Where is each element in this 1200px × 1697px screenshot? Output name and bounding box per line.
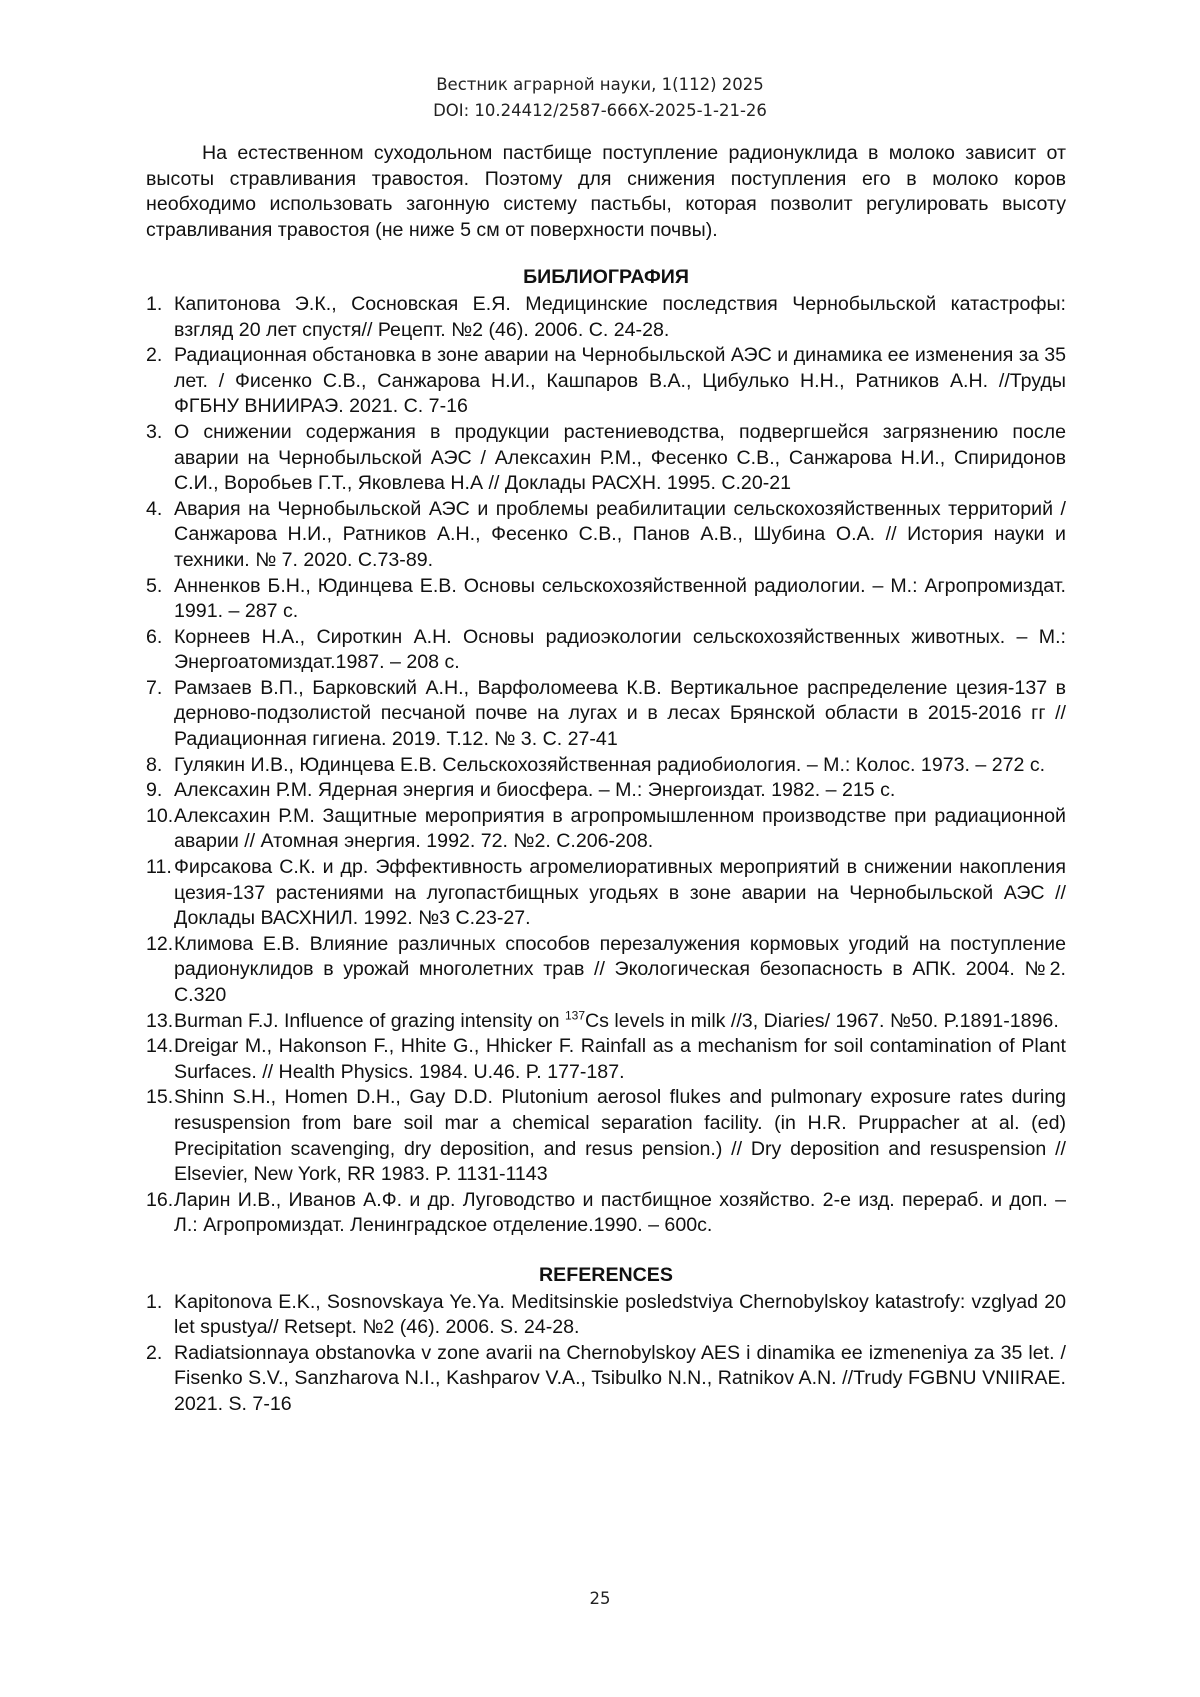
bibliography-item (146, 778, 1066, 804)
bibliography-item (146, 1009, 1066, 1035)
item-text: Dreigar M., Hakonson F., Hhite G., Hhicker F. Rainfall as a mechanism for soil contamination of Plant Surfaces. // Health Physics. 1984. U.46. P. 177-187. (174, 1035, 1066, 1083)
references-list (146, 1290, 1066, 1418)
item-text: Алексахин Р.М. Защитные мероприятия в агропромышленном производстве при радиационной аварии // Атомная энергия. 1992. 72. №2. С.206-208. (174, 804, 1066, 853)
bibliography-item (146, 574, 1066, 625)
item-number: 13. (146, 1009, 174, 1032)
page-number: 25 (589, 1589, 611, 1608)
item-text: Капитонова Э.К., Сосновская Е.Я. Медицинские последствия Чернобыльской катастрофы: взгляд 20 лет спустя// Рецепт. №2 (46). 2006. С. 24-28. (174, 292, 1066, 341)
journal-title: Вестник аграрной науки, 1(112) 2025 (436, 75, 764, 94)
item-number: 14. (146, 1035, 174, 1058)
item-number: 1. (146, 1290, 163, 1313)
item-text: Радиационная обстановка в зоне аварии на Чернобыльской АЭС и динамика ее изменения за 35 лет. / Фисенко С.В., Санжарова Н.И., Кашпаров В.А., Цибулько Н.Н., Ратников А.Н. //Труды ФГБНУ ВНИИРАЭ. 2021. С. 7-16 (174, 344, 1066, 418)
item-text: Фирсакова С.К. и др. Эффективность агромелиоративных мероприятий в снижении накопления цезия-137 растениями на лугопастбищных угодьях в зоне аварии на Чернобыльской АЭС // Доклады ВАСХНИЛ. 1992. №3 С.23-27. (174, 856, 1066, 930)
item-number: 8. (146, 753, 163, 776)
item-text: Авария на Чернобыльской АЭС и проблемы реабилитации сельскохозяйственных территорий /Санжарова Н.И., Ратников А.Н., Фесенко С.В., Панов А.В., Шубина О.А. // История науки и техники. № 7. 2020. С.73-89. (174, 497, 1066, 571)
bibliography-item (146, 292, 1066, 343)
item-text: Корнеев Н.А., Сироткин А.Н. Основы радиоэкологии сельскохозяйственных животных. – М.: Энергоатомиздат.1987. – 208 с. (174, 625, 1066, 674)
reference-item (146, 1341, 1066, 1418)
bibliography-heading: БИБЛИОГРАФИЯ (523, 266, 689, 289)
bibliography-item (146, 497, 1066, 574)
doi-line: DOI: 10.24412/2587-666X-2025-1-21-26 (433, 101, 767, 120)
references-heading: REFERENCES (539, 1263, 673, 1286)
running-header (0, 72, 1200, 124)
bibliography-list (146, 292, 1066, 1239)
bibliography-item (146, 1034, 1066, 1085)
item-number: 6. (146, 625, 163, 648)
item-number: 10. (146, 804, 174, 827)
item-number: 9. (146, 779, 163, 802)
intro-paragraph: На естественном суходольном пастбище поступление радионуклида в молоко зависит от высоты стравливания травостоя. Поэтому для снижения поступления его в молоко коров необходимо использовать загонную систему пастьбы, которая позволит регулировать высоту стравливания травостоя (не ниже 5 см от поверхности почвы). (146, 142, 1066, 241)
bibliography-item (146, 343, 1066, 420)
bibliography-item (146, 1085, 1066, 1187)
bibliography-item (146, 420, 1066, 497)
bibliography-item (146, 676, 1066, 753)
item-text: Рамзаев В.П., Барковский А.Н., Варфоломеева К.В. Вертикальное распределение цезия-137 в дерново-подзолистой песчаной почве на лугах и в лесах Брянской области в 2015-2016 гг //Радиационная гигиена. 2019. Т.12. № 3. С. 27-41 (174, 676, 1066, 751)
item-text: Burman F.J. Influence of grazing intensity on (174, 1009, 565, 1032)
item-text-continued: Cs levels in milk //3, Diaries/ 1967. №50. P.1891-1896. (585, 1009, 1059, 1032)
bibliography-item (146, 932, 1066, 1009)
item-number: 15. (146, 1086, 174, 1109)
item-text: Ларин И.В., Иванов А.Ф. и др. Луговодство и пастбищное хозяйство. 2-е изд. перераб. и доп. – Л.: Агропромиздат. Ленинградское отделение.1990. – 600с. (174, 1188, 1066, 1237)
isotope-superscript: 137 (565, 1008, 586, 1023)
item-number: 2. (146, 1341, 163, 1364)
item-number: 11. (146, 856, 172, 879)
bibliography-item (146, 804, 1066, 855)
item-text: Гулякин И.В., Юдинцева Е.В. Сельскохозяйственная радиобиология. – М.: Колос. 1973. – 272 с. (174, 753, 1046, 776)
item-number: 5. (146, 574, 163, 597)
page-content (146, 141, 1066, 1418)
item-text: Shinn S.H., Homen D.H., Gay D.D. Plutonium aerosol flukes and pulmonary exposure rates during resuspension from bare soil mar a chemical separation facility. (in H.R. Pruppacher at al. (ed) Precipitation scavenging, dry deposition, and resus pension.) // Dry deposition and resuspension // Elsevier, New York, RR 1983. P. 1131-1143 (174, 1086, 1066, 1186)
item-text: О снижении содержания в продукции растениеводства, подвергшейся загрязнению после аварии на Чернобыльской АЭС / Алексахин Р.М., Фесенко С.В., Санжарова Н.И., Спиридонов С.И., Воробьев Г.Т., Яковлева Н.А // Доклады РАСХН. 1995. С.20-21 (174, 420, 1066, 495)
item-number: 3. (146, 420, 163, 443)
item-number: 16. (146, 1188, 174, 1211)
item-number: 4. (146, 497, 163, 520)
item-text: Климова Е.В. Влияние различных способов перезалужения кормовых угодий на поступление радионуклидов в урожай многолетних трав // Экологическая безопасность в АПК. 2004. №2. С.320 (174, 932, 1066, 1006)
item-text: Алексахин Р.М. Ядерная энергия и биосфера. – М.: Энергоиздат. 1982. – 215 с. (174, 779, 896, 802)
item-number: 1. (146, 292, 163, 315)
item-text: Radiatsionnaya obstanovka v zone avarii na Chernobylskoy AES i dinamika ee izmeneniya za 35 let. / Fisenko S.V., Sanzharova N.I., Kashparov V.A., Tsibulko N.N., Ratnikov A.N. //Trudy FGBNU VNIIRAE. 2021. S. 7-16 (174, 1341, 1066, 1415)
item-number: 2. (146, 344, 163, 367)
bibliography-item (146, 1188, 1066, 1239)
bibliography-item (146, 855, 1066, 932)
item-text: Kapitonova E.K., Sosnovskaya Ye.Ya. Meditsinskie posledstviya Chernobylskoy katastrofy: vzglyad 20 let spustya// Retsept. №2 (46). 2006. S. 24-28. (174, 1290, 1066, 1339)
reference-item (146, 1290, 1066, 1341)
bibliography-item (146, 753, 1066, 779)
item-text: Анненков Б.Н., Юдинцева Е.В. Основы сельскохозяйственной радиологии. – М.: Агропромиздат. 1991. – 287 с. (174, 574, 1066, 623)
item-number: 12. (146, 932, 174, 955)
bibliography-item (146, 625, 1066, 676)
item-number: 7. (146, 676, 163, 699)
